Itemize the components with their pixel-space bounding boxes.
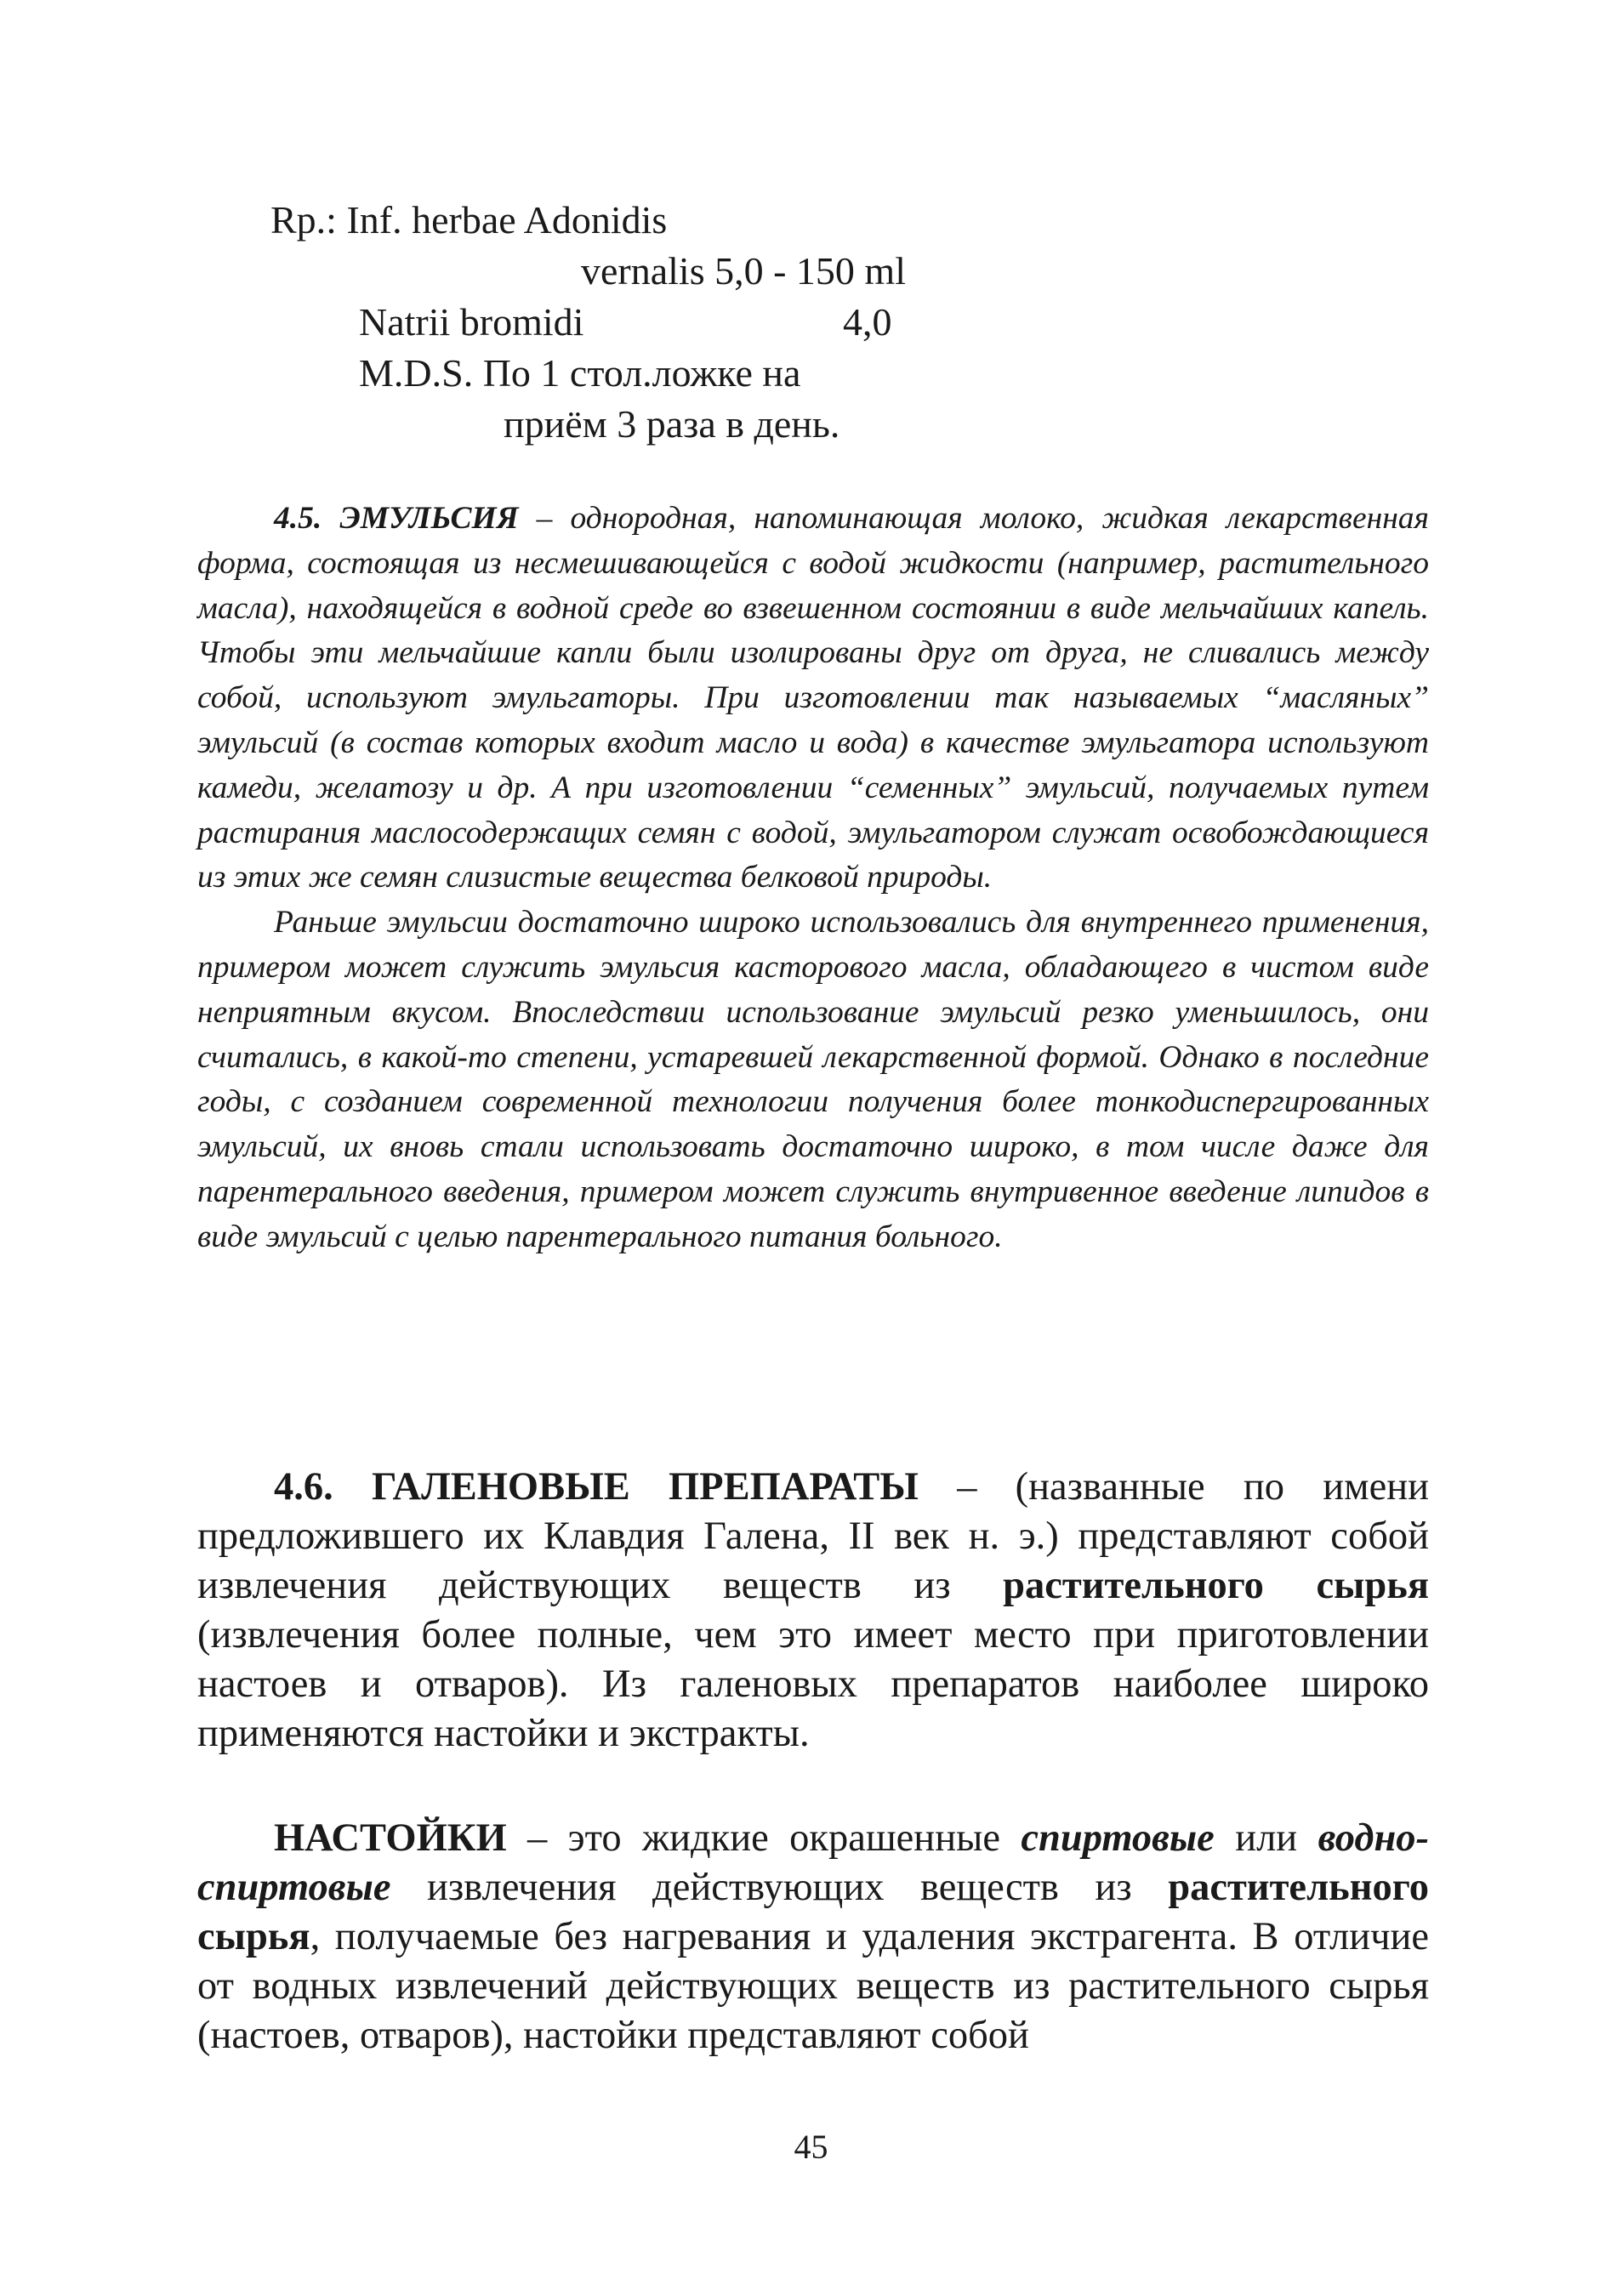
- prescription-line-1: Rp.: Inf. herbae Adonidis: [270, 198, 668, 242]
- galenic-section: [197, 1463, 1429, 1759]
- prescription-line-2: vernalis 5,0 - 150 ml: [581, 249, 906, 293]
- emulsion-section: [197, 497, 1429, 1260]
- emulsion-paragraph-2: Раньше эмульсии достаточно широко использовались для внутреннего применения, примером может служить эмульсия касторового масла, обладающего в чистом виде неприятным вкусом. Впоследствии использование эмульсий резко уменьшилось, они считались, в какой-то степени, устаревшей лекарственной формой. Однако в последние годы, с созданием современной технологии получения более тонкодиспергированных эмульсий, их вновь стали использовать достаточно широко, в том числе даже для парентерального введения, примером может служить внутривенное введение липидов в виде эмульсий с целью парентерального питания больного.: [197, 905, 1429, 1254]
- tinctures-text-c: извлечения действующих веществ из: [390, 1866, 1169, 1909]
- galenic-text-a: – (названные по имени предложившего их Клавдия Галена, II век н. э.) представляют собой извлечения действующих веществ из: [197, 1465, 1429, 1607]
- galenic-paragraph: [197, 1463, 1429, 1759]
- tinctures-text-a: – это жидкие окрашенные: [506, 1816, 1022, 1860]
- galenic-text-b: (извлечения более полные, чем это имеет место при приготовлении настоев и отваров). Из галеновых препаратов наиболее широко применяются настойки и экстракты.: [197, 1613, 1429, 1755]
- page-number: 45: [794, 2128, 828, 2166]
- tinctures-section: [197, 1814, 1429, 2060]
- emulsion-paragraph-1: [197, 497, 1429, 901]
- prescription-line-3-amount: 4,0: [843, 300, 892, 344]
- emulsion-heading: 4.5. ЭМУЛЬСИЯ: [274, 501, 519, 536]
- tinctures-text-b: или: [1214, 1816, 1318, 1860]
- tinctures-paragraph: [197, 1814, 1429, 2060]
- emulsion-paragraph-1-text: – однородная, напоминающая молоко, жидкая лекарственная форма, состоящая из несмешивающейся с водой жидкости (например, растительного масла), находящейся в водной среде во взвешенном состоянии в виде мельчайших капель. Чтобы эти мельчайшие капли были изолированы друг от друга, не сливались между собой, используют эмульгаторы. При изготовлении так называемых “масляных” эмульсий (в состав которых входит масло и вода) в качестве эмульгатора используют камеди, желатозу и др. А при изготовлении “семенных” эмульсий, получаемых путем растирания маслосодержащих семян с водой, эмульгатором служат освобождающиеся из этих же семян слизистые вещества белковой природы.: [197, 501, 1429, 895]
- tinctures-term-plant-material: растительного сырья: [197, 1866, 1429, 1958]
- prescription-line-5: приём 3 раза в день.: [504, 402, 840, 446]
- tinctures-text-d: , получаемые без нагревания и удаления экстрагента. В отличие от водных извлечений действующих веществ из растительного сырья (настоев, отваров), настойки представляют собой: [197, 1915, 1429, 2057]
- tinctures-term-water-alcohol: водно-спиртовые: [197, 1816, 1429, 1909]
- prescription-line-4: M.D.S. По 1 стол.ложке на: [359, 351, 801, 395]
- tinctures-term-alcohol: спиртовые: [1021, 1816, 1215, 1860]
- galenic-bold-term: растительного сырья: [1003, 1564, 1429, 1607]
- tinctures-heading: НАСТОЙКИ: [274, 1816, 507, 1860]
- galenic-heading: 4.6. ГАЛЕНОВЫЕ ПРЕПАРАТЫ: [274, 1465, 919, 1509]
- prescription-line-3-name: Natrii bromidi: [359, 300, 584, 344]
